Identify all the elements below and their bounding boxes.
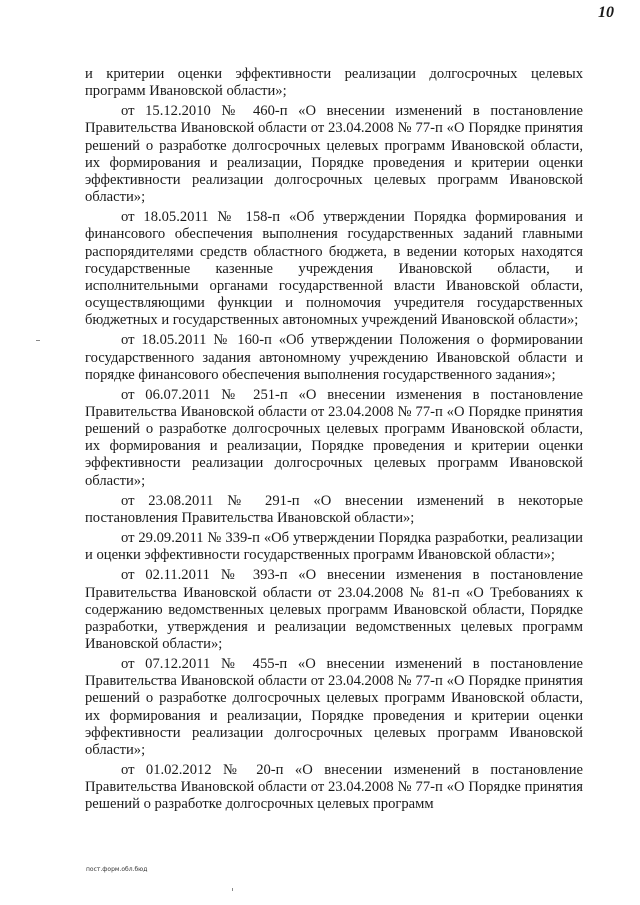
paragraph-339-p: от 29.09.2011 № 339-п «Об утверждении Порядка разработки, реализации и оценки эффективности государственных программ Ивановской области»; (85, 530, 583, 564)
scan-mark-left (36, 340, 40, 341)
document-body (85, 66, 583, 817)
paragraph-460-p: от 15.12.2010 № 460-п «О внесении изменений в постановление Правительства Ивановской области от 23.04.2008 № 77-п «О Порядке принятия решений о разработке долгосрочных целевых программ Ивановской области, их формирования и реализации, Порядке проведения и критерии оценки эффективности реализации долгосрочных целевых программ Ивановской области»; (85, 103, 583, 206)
page-number: 10 (598, 4, 614, 21)
paragraph-251-p: от 06.07.2011 № 251-п «О внесении изменения в постановление Правительства Ивановской области от 23.04.2008 № 77-п «О Порядке принятия решений о разработке долгосрочных целевых программ Ивановской области, их формирования и реализации, Порядке проведения и критерии оценки эффективности реализации долгосрочных целевых программ Ивановской области»; (85, 386, 583, 489)
paragraph-continuation: и критерии оценки эффективности реализации долгосрочных целевых программ Ивановской области»; (85, 66, 583, 100)
paragraph-291-p: от 23.08.2011 № 291-п «О внесении изменений в некоторые постановления Правительства Ивановской области»; (85, 492, 583, 526)
paragraph-20-p: от 01.02.2012 № 20-п «О внесении изменений в постановление Правительства Ивановской области от 23.04.2008 № 77-п «О Порядке принятия решений о разработке долгосрочных целевых программ (85, 762, 583, 813)
paragraph-393-p: от 02.11.2011 № 393-п «О внесении изменения в постановление Правительства Ивановской области от 23.04.2008 № 81-п «О Требованиях к содержанию ведомственных целевых программ Ивановской области, Порядке разработки, утверждения и реализации ведомственных целевых программ Ивановской области»; (85, 567, 583, 652)
paragraph-160-p: от 18.05.2011 № 160-п «Об утверждении Положения о формировании государственного задания автономному учреждению Ивановской области и порядке финансового обеспечения выполнения государственного задания»; (85, 332, 583, 383)
paragraph-455-p: от 07.12.2011 № 455-п «О внесении изменений в постановление Правительства Ивановской области от 23.04.2008 № 77-п «О Порядке принятия решений о разработке долгосрочных целевых программ Ивановской области, их формирования и реализации, Порядке проведения и критерии оценки эффективности реализации долгосрочных целевых программ Ивановской области»; (85, 656, 583, 758)
scan-mark-bottom (232, 888, 233, 891)
footer-file-code: пост.форм.обл.бюд (86, 866, 148, 873)
paragraph-158-p: от 18.05.2011 № 158-п «Об утверждении Порядка формирования и финансового обеспечения выполнения государственных заданий главными распорядителями средств областного бюджета, в ведении которых находятся государственные казенные учреждения Ивановской области, и исполнительными органами государственной власти Ивановской области, осуществляющими функции и полномочия учредителя государственных бюджетных и государственных автономных учреждений Ивановской области»; (85, 209, 583, 329)
